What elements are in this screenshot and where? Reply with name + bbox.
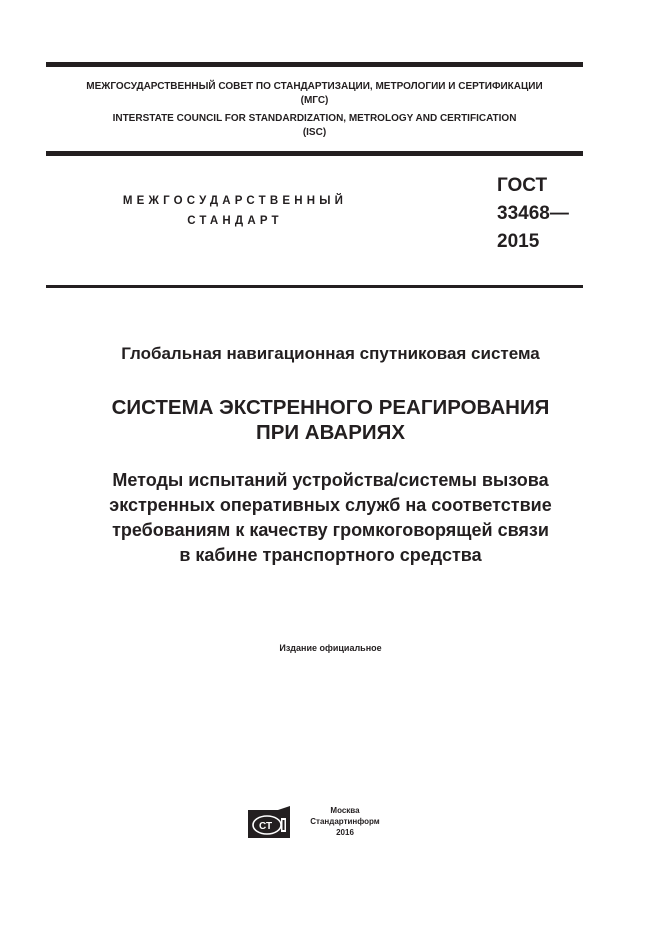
standard-code-prefix: ГОСТ: [497, 175, 548, 196]
main-title: [0, 395, 661, 445]
standard-code-number: 33468—: [497, 203, 569, 224]
council-name-en-text: INTERSTATE COUNCIL FOR STANDARDIZATION, METROLOGY AND CERTIFICATION: [112, 113, 517, 124]
subtitle-line4: в кабине транспортного средства: [179, 545, 482, 565]
publisher-block: [295, 805, 395, 838]
main-title-line1: СИСТЕМА ЭКСТРЕННОГО РЕАГИРОВАНИЯ: [111, 396, 550, 419]
standard-code-year: 2015: [497, 231, 540, 252]
council-abbr-en: (ISC): [302, 127, 327, 138]
subtitle-line1: Методы испытаний устройства/системы вызова: [112, 470, 549, 490]
publisher-city: Москва: [330, 806, 360, 815]
standard-code: [497, 172, 569, 256]
council-name-ru: [46, 80, 583, 108]
council-abbr-ru: (МГС): [300, 95, 329, 106]
top-rule: [46, 62, 583, 67]
edition-label: Издание официальное: [279, 643, 382, 653]
publisher-name: Стандартинформ: [310, 817, 380, 826]
svg-text:СТ: СТ: [259, 821, 273, 832]
main-title-line2: ПРИ АВАРИЯХ: [255, 421, 406, 444]
standard-type: [100, 191, 370, 231]
subtitle: [0, 468, 661, 568]
publisher-year: 2016: [336, 828, 354, 837]
bottom-rule: [46, 285, 583, 288]
system-title: Глобальная навигационная спутниковая система: [121, 344, 540, 363]
subtitle-line3: требованиям к качеству громкоговорящей связи: [112, 520, 549, 540]
standard-type-line1: МЕЖГОСУДАРСТВЕННЫЙ: [122, 195, 348, 207]
subtitle-line2: экстренных оперативных служб на соответствие: [109, 495, 552, 515]
standard-type-line2: СТАНДАРТ: [187, 215, 283, 227]
middle-rule: [46, 151, 583, 156]
council-name-en: [46, 112, 583, 140]
gosstandart-logo-icon: [248, 806, 290, 838]
council-name-ru-text: МЕЖГОСУДАРСТВЕННЫЙ СОВЕТ ПО СТАНДАРТИЗАЦИИ, МЕТРОЛОГИИ И СЕРТИФИКАЦИИ: [86, 81, 543, 92]
